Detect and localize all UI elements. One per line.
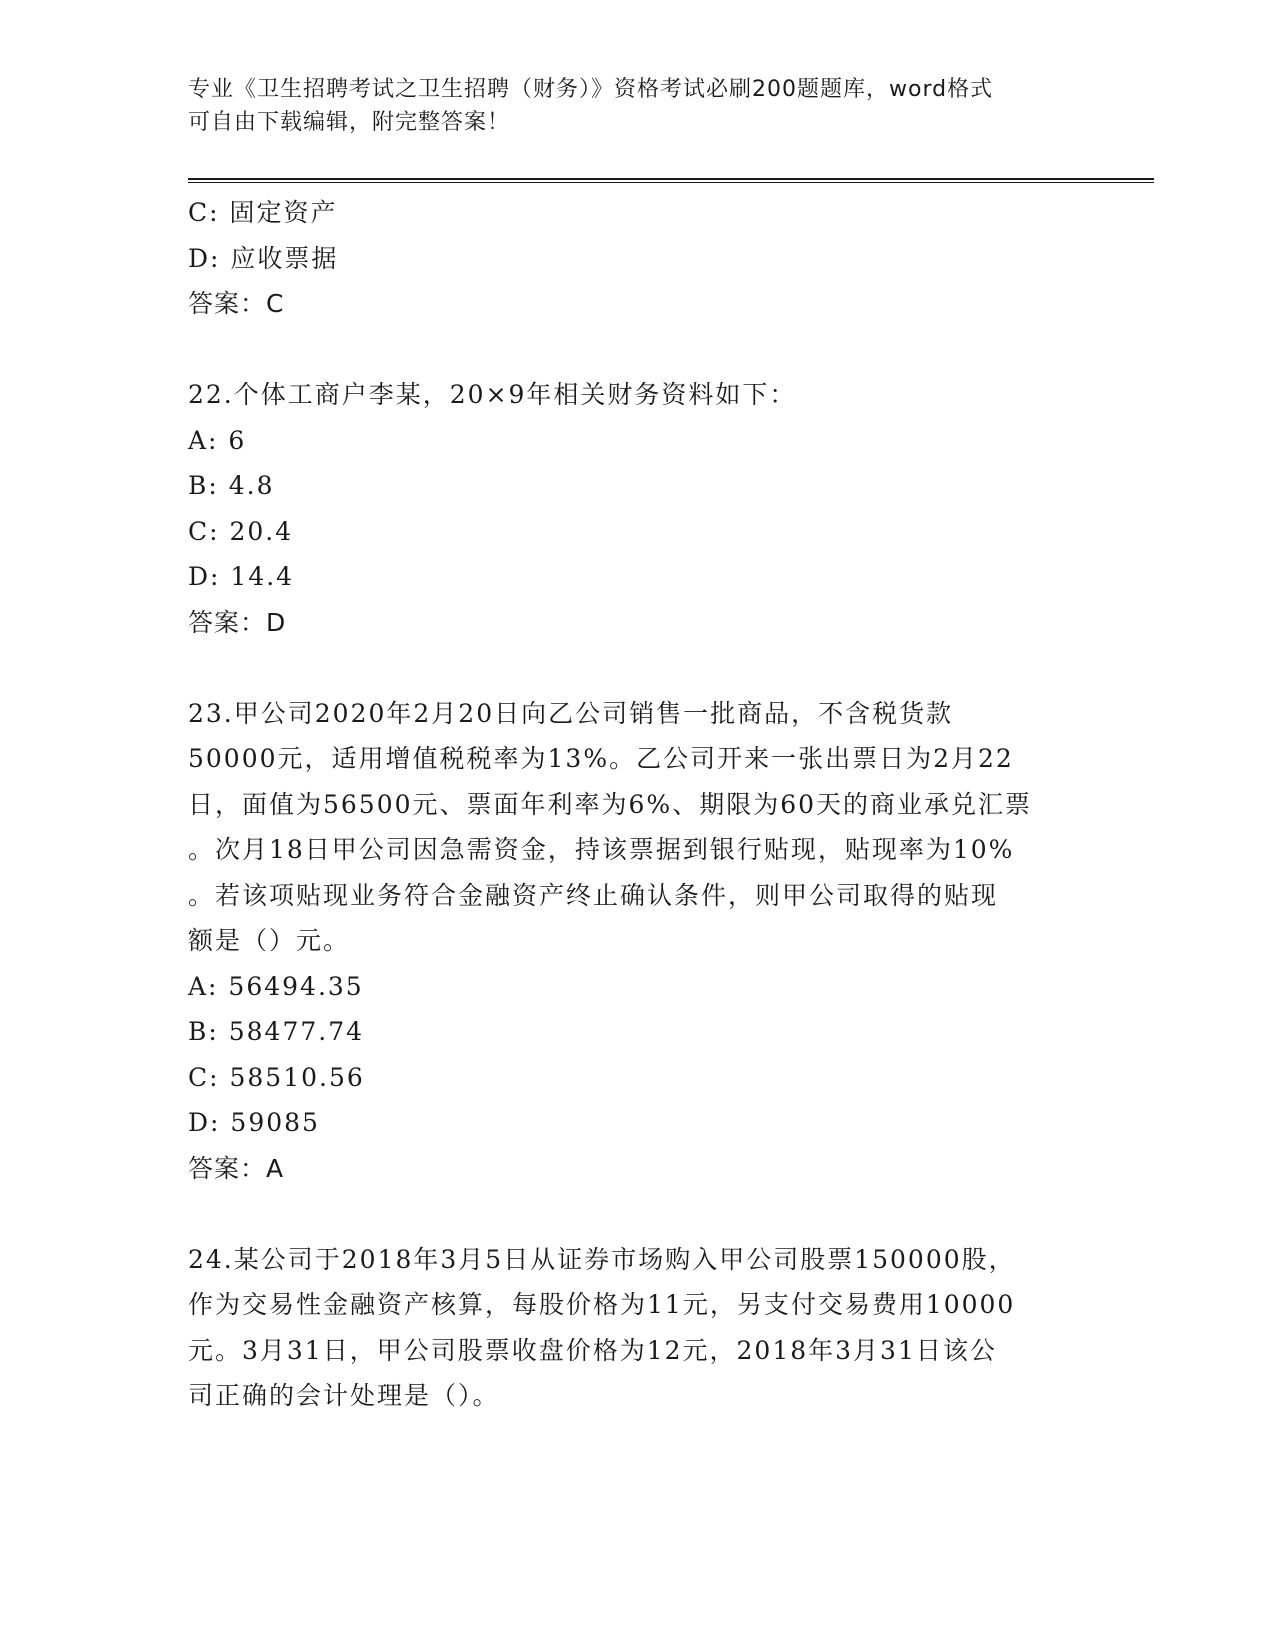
q23-answer: 答案：A	[188, 1153, 285, 1183]
q23-stem	[188, 691, 1088, 964]
q24-stem	[188, 1237, 1088, 1419]
q23-option-d: D: 59085	[188, 1108, 320, 1137]
q22-answer: 答案：D	[188, 607, 287, 637]
spacer	[188, 1191, 1088, 1237]
header-title-line-1: 专业《卫生招聘考试之卫生招聘（财务）》资格考试必刷200题题库，word格式	[188, 77, 994, 102]
q23-stem-line: 。次月18日甲公司因急需资金，持该票据到银行贴现，贴现率为10%	[188, 835, 1015, 864]
document-header	[188, 73, 1088, 139]
q23-option-b: B: 58477.74	[188, 1017, 365, 1046]
q24-stem-line: 元。3月31日，甲公司股票收盘价格为12元，2018年3月31日该公	[188, 1335, 997, 1365]
q24-stem-line: 24.某公司于2018年3月5日从证券市场购入甲公司股票150000股，	[188, 1244, 1016, 1274]
header-divider	[188, 178, 1154, 183]
question-24	[188, 1237, 1088, 1419]
question-22	[188, 372, 1088, 645]
q22-stem: 22.个体工商户李某，20×9年相关财务资料如下：	[188, 380, 797, 409]
q21-answer: 答案：C	[188, 289, 285, 318]
q22-option-c: C: 20.4	[188, 516, 294, 546]
q22-option-d: D: 14.4	[188, 562, 295, 591]
q22-option-a: A: 6	[188, 425, 247, 455]
q24-stem-line: 作为交易性金融资产核算，每股价格为11元，另支付交易费用10000	[188, 1290, 1016, 1319]
q23-stem-line: 23.甲公司2020年2月20日向乙公司销售一批商品，不含税货款	[188, 698, 954, 728]
q21-option-d: D: 应收票据	[188, 243, 339, 273]
document-body	[188, 190, 1088, 1419]
spacer	[188, 327, 1088, 373]
q23-stem-line: 。若该项贴现业务符合金融资产终止确认条件，则甲公司取得的贴现	[188, 880, 999, 910]
q23-stem-line: 50000元，适用增值税税率为13%。乙公司开来一张出票日为2月22	[188, 744, 1014, 773]
q21-option-c: C: 固定资产	[188, 198, 338, 227]
q22-option-b: B: 4.8	[188, 471, 275, 500]
q23-option-a: A: 56494.35	[188, 971, 364, 1001]
spacer	[188, 645, 1088, 691]
q23-stem-line: 日，面值为56500元、票面年利率为6%、期限为60天的商业承兑汇票	[188, 789, 1033, 819]
question-23	[188, 691, 1088, 1192]
q23-stem-line: 额是（）元。	[188, 926, 351, 955]
q23-option-c: C: 58510.56	[188, 1062, 365, 1092]
question-21-tail	[188, 190, 1088, 327]
q24-stem-line: 司正确的会计处理是（）。	[188, 1381, 500, 1410]
header-title-line-2: 可自由下载编辑，附完整答案！	[188, 110, 511, 135]
